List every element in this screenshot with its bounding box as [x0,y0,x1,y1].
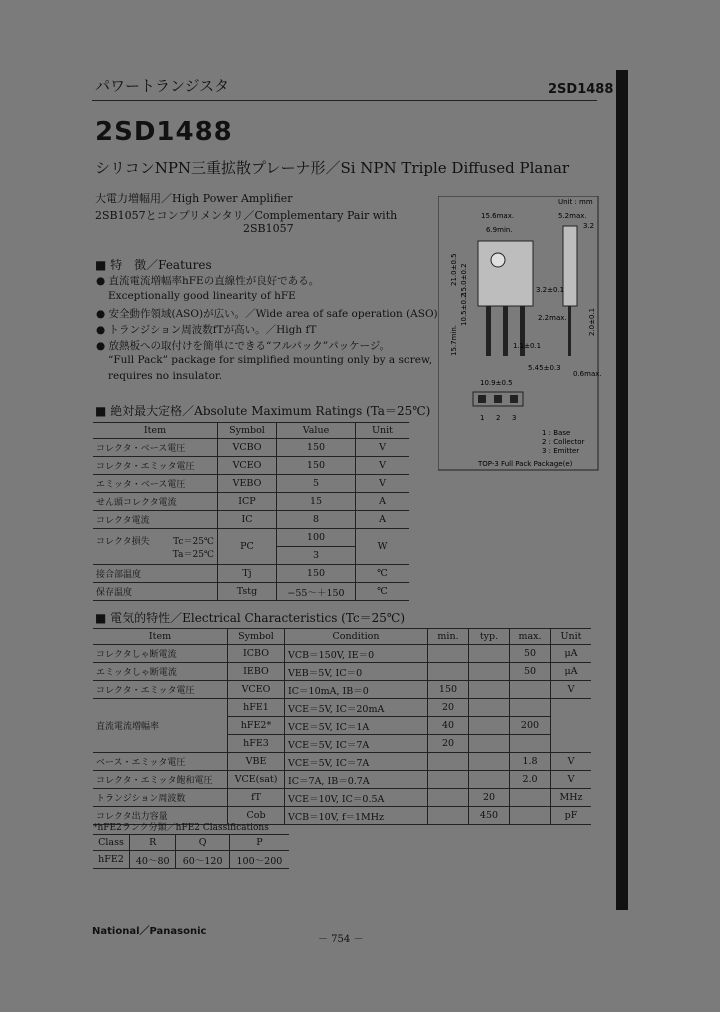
table-row: hFE2 40～80 60～120 100～200 [93,851,289,869]
col-item: Item [93,423,218,439]
dim-hole: 3.2±0.1 [536,286,565,294]
feature-4-en-2: requires no insulator. [108,370,223,382]
dim-side-lead: 0.6max. [573,370,602,378]
abs-max-heading: ■ 絶対最大定格／Absolute Maximum Ratings (Ta＝25℃) [95,404,431,418]
pin-num-1: 1 [480,414,485,422]
feature-1: ● 直流電流増幅率hFEの直線性が良好である。 [96,275,320,287]
page-edge-bar [616,70,628,910]
table-row: コレクタ・エミッタ飽和電圧 VCE(sat) IC＝7A, IB＝0.7A 2.0 V [93,771,591,789]
dot-bullet-icon: ● [96,275,109,287]
feature-4-en: “Full Pack” package for simplified mounting only by a screw, [108,354,433,366]
use-line-1: 大電力増幅用／High Power Amplifier [95,192,293,205]
table-row: コレクタ・ベース電圧 VCBO 150 V [93,439,409,457]
table-row: コレクタ電流 IC 8 A [93,511,409,529]
package-body [478,241,533,306]
table-row: エミッタ・ベース電圧 VEBO 5 V [93,475,409,493]
pin-legend-3: 3 : Emitter [542,447,580,455]
dim-hole-offset: 6.9min. [486,226,513,234]
bottom-pin-2 [494,395,502,403]
feature-2: ● 安全動作領域(ASO)が広い。／Wide area of safe operation (ASO) [96,308,438,320]
square-bullet-icon: ■ [95,611,111,625]
dot-bullet-icon: ● [96,340,109,352]
dot-bullet-icon: ● [96,324,109,336]
unit-label: Unit : mm [558,198,593,206]
dim-side: 2.0±0.1 [588,307,596,336]
table-row-pc: コレクタ損失 Tc＝25℃ Ta＝25℃ PC 100 W [93,529,409,547]
table-row: 保存温度 Tstg −55～＋150 ℃ [93,583,409,601]
dim-thickness: 5.2max. [558,212,587,220]
bottom-pin-3 [510,395,518,403]
col-typ: typ. [469,629,510,645]
header-part-number: 2SD1488 [548,82,614,97]
side-lead [568,306,571,356]
package-name: TOP-3 Full Pack Package(e) [478,460,573,468]
dim-width: 15.6max. [481,212,515,220]
lead-collector [503,306,508,356]
pin-num-2: 2 [496,414,501,422]
dim-lead-w: 1.1±0.1 [513,342,542,350]
dim-pitch: 5.45±0.3 [528,364,561,372]
dim-body-h: 15.0±0.2 [460,263,468,296]
pin-legend-2: 2 : Collector [542,438,585,446]
footer-brand: National／Panasonic [92,926,207,937]
square-bullet-icon: ■ [95,404,111,418]
table-row: 接合部温度 Tj 150 ℃ [93,565,409,583]
table-row: エミッタしゃ断電流 IEBO VEB＝5V, IC＝0 50 μA [93,663,591,681]
elec-heading: ■ 電気的特性／Electrical Characteristics (Tc＝25℃) [95,611,406,625]
col-symbol: Symbol [228,629,285,645]
dim-tab: 3.2 [583,222,595,230]
table-row: コレクタ・エミッタ電圧 VCEO IC＝10mA, IB＝0 150 V [93,681,591,699]
package-outline-drawing [438,196,608,476]
col-symbol: Symbol [218,423,277,439]
table-row: hFE3 VCE＝5V, IC＝7A 20 [93,735,591,753]
table-row: コレクタ出力容量 Cob VCB＝10V, f＝1MHz 450 pF [93,807,591,825]
feature-1-en: Exceptionally good linearity of hFE [108,290,296,302]
hfe-class-table: Class R Q P hFE2 40～80 60～120 100～200 [93,834,289,869]
table-row: 直流電流増幅率 hFE1 VCE＝5V, IC＝20mA 20 [93,699,591,717]
part-title: 2SD1488 [95,117,233,147]
col-condition: Condition [285,629,428,645]
feature-4: ● 放熱板への取付けを簡単にできる“フルパック”パッケージ。 [96,340,391,352]
series-title: パワートランジスタ [95,77,230,95]
dim-span: 10.9±0.5 [480,379,513,387]
page-number: － 754 － [318,934,364,945]
use-line-2: 2SB1057とコンプリメンタリ／Complementary Pair with [95,209,398,222]
table-row: コレクタ・エミッタ電圧 VCEO 150 V [93,457,409,475]
col-unit: Unit [356,423,410,439]
abs-max-table: Item Symbol Value Unit コレクタ・ベース電圧 VCBO 150 V コレクタ・エミッタ電圧 VCEO 150 V エミッタ・ベース電圧 VEBO 5 V せん頭コレクタ電流 ICP 15 A コレクタ電流 IC 8 A コレクタ損失 Tc＝25℃ Ta＝25℃ PC 100 W 3 接合部温度 Tj 150 ℃ 保存温度 Tstg −55～＋150 ℃ [93,422,409,601]
lead-base [486,306,491,356]
table-row: コレクタしゃ断電流 ICBO VCB＝150V, IE＝0 50 μA [93,645,591,663]
col-min: min. [428,629,469,645]
part-subtitle: シリコンNPN三重拡散プレーナ形／Si NPN Triple Diffused Planar [95,159,570,177]
bottom-pin-1 [478,395,486,403]
table-row: hFE2* VCE＝5V, IC＝1A 40 200 [93,717,591,735]
feature-3: ● トランジション周波数fTが高い。／High fT [96,324,317,336]
square-bullet-icon: ■ [95,258,111,272]
dim-lower: 10.5±0.2 [460,293,468,326]
mounting-hole [491,253,505,267]
col-max: max. [510,629,551,645]
header-rule [92,100,597,101]
dim-height: 21.0±0.5 [450,253,458,286]
table-row: トランジション周波数 fT VCE＝10V, IC＝0.5A 20 MHz [93,789,591,807]
elec-table [93,628,591,825]
table-row: ベース・エミッタ電圧 VBE VCE＝5V, IC＝7A 1.8 V [93,753,591,771]
features-heading: ■ 特 徴／Features [95,258,212,272]
pin-num-3: 3 [512,414,517,422]
col-unit: Unit [551,629,592,645]
hfe-class-heading: *hFE2ランク分類／hFE2 Classifications [93,823,269,833]
table-row: せん頭コレクタ電流 ICP 15 A [93,493,409,511]
dot-bullet-icon: ● [96,308,109,320]
col-value: Value [277,423,356,439]
dim-lead-dia: 2.2max. [538,314,567,322]
pin-legend-1: 1 : Base [542,429,571,437]
side-body [563,226,577,306]
col-item: Item [93,629,228,645]
use-line-3: 2SB1057 [243,222,294,235]
dim-lead-len: 15.7min. [450,324,458,356]
